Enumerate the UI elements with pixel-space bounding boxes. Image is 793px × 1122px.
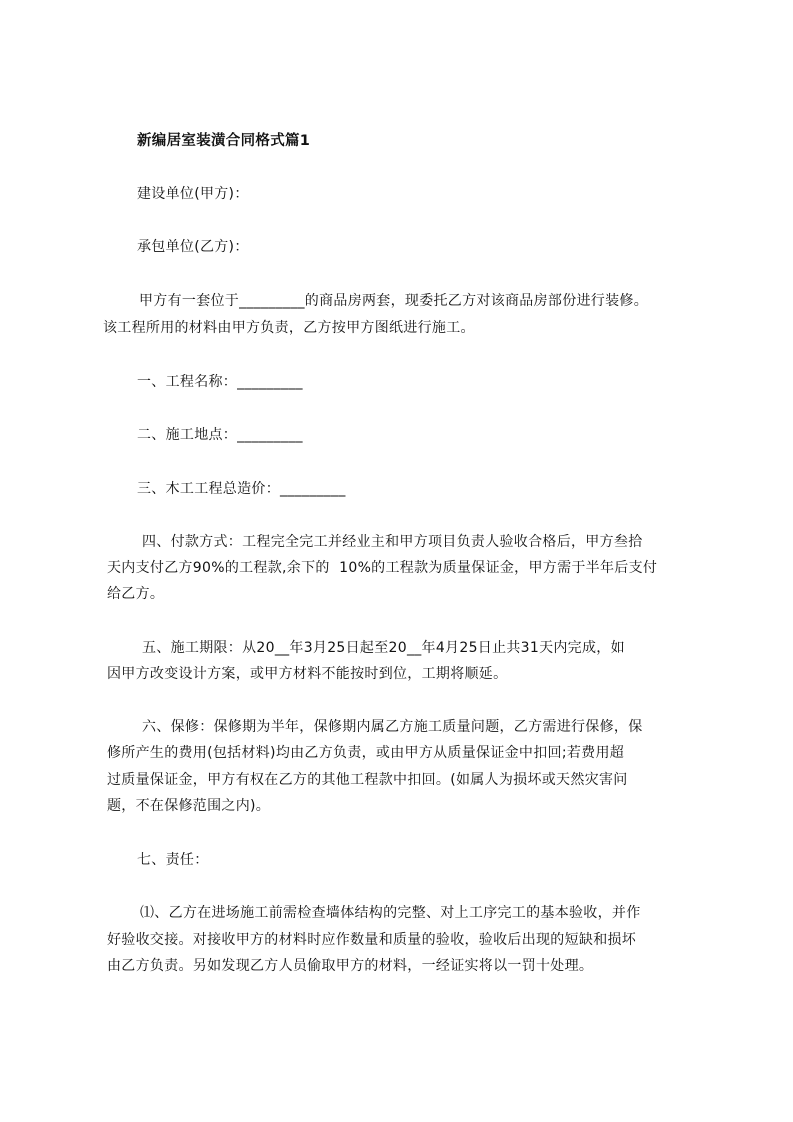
section-7-item-1-line-2: 好验收交接。对接收甲方的材料时应作数量和质量的验收，验收后出现的短缺和损坏 bbox=[107, 932, 637, 948]
party-a-label: 建设单位(甲方)： bbox=[137, 186, 249, 202]
intro-line-1: 甲方有一套位于_________的商品房两套，现委托乙方对该商品房部份进行装修。 bbox=[139, 293, 648, 309]
section-6-line-2: 修所产生的费用(包括材料)均由乙方负责，或由甲方从质量保证金中扣回;若费用超 bbox=[107, 745, 625, 761]
intro-line-2: 该工程所用的材料由甲方负责，乙方按甲方图纸进行施工。 bbox=[103, 320, 475, 336]
section-6-line-1: 六、保修：保修期为半年，保修期内属乙方施工质量问题，乙方需进行保修，保 bbox=[142, 719, 643, 735]
section-6-line-4: 题，不在保修范围之内)。 bbox=[107, 798, 271, 814]
section-4-line-1: 四、付款方式：工程完全完工并经业主和甲方项目负责人验收合格后，甲方叁拾 bbox=[142, 534, 643, 550]
section-3-total-cost: 三、木工工程总造价：_________ bbox=[137, 481, 346, 497]
party-b-label: 承包单位(乙方)： bbox=[137, 239, 249, 255]
section-2-construction-site: 二、施工地点：_________ bbox=[137, 427, 303, 443]
section-7-item-1-line-1: ⑴、乙方在进场施工前需检查墙体结构的完整、对上工序完工的基本验收，并作 bbox=[140, 905, 641, 921]
section-1-project-name: 一、工程名称：_________ bbox=[137, 374, 303, 390]
section-4-line-3: 给乙方。 bbox=[107, 586, 165, 602]
section-4-line-2: 天内支付乙方90%的工程款,余下的 10%的工程款为质量保证金，甲方需于半年后支付 bbox=[107, 560, 658, 576]
section-5-line-1: 五、施工期限：从20__年3月25日起至20__年4月25日止共31天内完成，如 bbox=[142, 640, 625, 656]
section-7-item-1-line-3: 由乙方负责。另如发现乙方人员偷取甲方的材料，一经证实将以一罚十处理。 bbox=[107, 958, 594, 974]
section-5-line-2: 因甲方改变设计方案，或甲方材料不能按时到位，工期将顺延。 bbox=[107, 666, 508, 682]
section-7-heading: 七、责任： bbox=[137, 852, 209, 868]
section-6-line-3: 过质量保证金，甲方有权在乙方的其他工程款中扣回。(如属人为损坏或天然灾害问 bbox=[107, 772, 628, 788]
document-title: 新编居室装潢合同格式篇1 bbox=[137, 133, 311, 149]
